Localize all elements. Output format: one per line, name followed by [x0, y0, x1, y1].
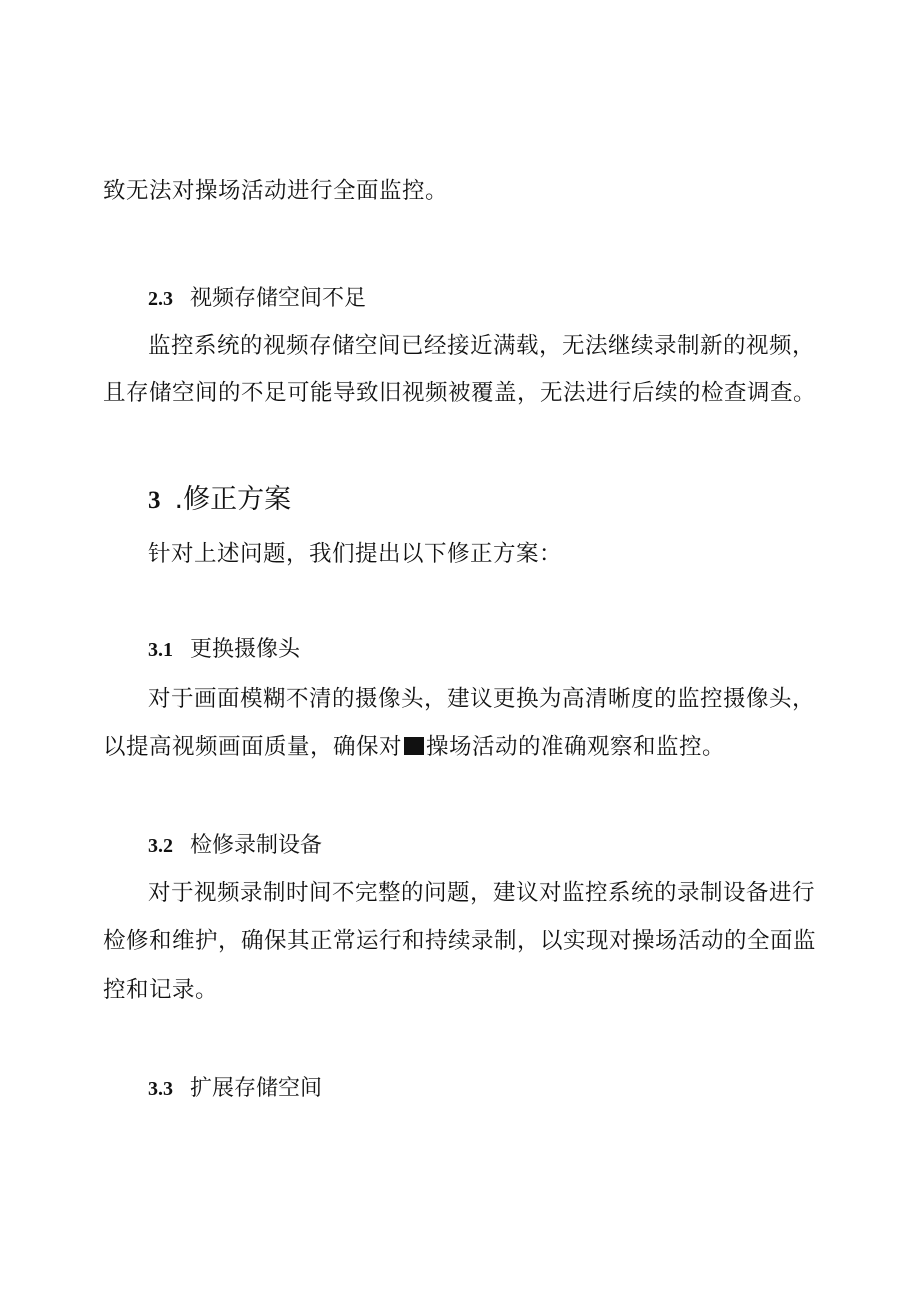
section-heading-2-3: [148, 284, 366, 314]
section-heading-3-3: [148, 1074, 322, 1104]
paragraph-line: 对于视频录制时间不完整的问题，建议对监控系统的录制设备进行: [148, 880, 816, 906]
section-title: .修正方案: [174, 484, 292, 515]
section-heading-3-2: [148, 831, 322, 861]
section-number: 3: [148, 487, 161, 514]
section-number: 3.3: [148, 1078, 173, 1100]
paragraph-line: 监控系统的视频存储空间已经接近满载，无法继续录制新的视频，: [148, 333, 816, 359]
section-title: 检修录制设备: [190, 833, 323, 858]
text-segment: 以提高视频画面质量，确保对: [103, 734, 403, 760]
section-heading-3-1: [148, 635, 300, 665]
paragraph-line: 针对上述问题，我们提出以下修正方案：: [148, 541, 563, 567]
section-title: 更换摄像头: [190, 637, 301, 662]
section-number: 3.2: [148, 835, 173, 857]
section-title: 视频存储空间不足: [190, 286, 367, 311]
paragraph-line: 且存储空间的不足可能导致旧视频被覆盖，无法进行后续的检查调查。: [103, 380, 817, 406]
paragraph-line: 致无法对操场活动进行全面监控。: [103, 178, 449, 204]
section-number: 2.3: [148, 288, 173, 310]
paragraph-line: [103, 732, 725, 762]
paragraph-line: 控和记录。: [103, 977, 219, 1003]
paragraph-line: 检修和维护，确保其正常运行和持续录制，以实现对操场活动的全面监: [103, 928, 817, 954]
text-segment: 操场活动的准确观察和监控。: [426, 734, 726, 760]
section-number: 3.1: [148, 639, 173, 661]
paragraph-line: 对于画面模糊不清的摄像头，建议更换为高清晰度的监控摄像头，: [148, 686, 816, 712]
redaction-mark: [404, 737, 424, 755]
section-title: 扩展存储空间: [190, 1076, 323, 1101]
section-heading-3: [148, 483, 291, 518]
